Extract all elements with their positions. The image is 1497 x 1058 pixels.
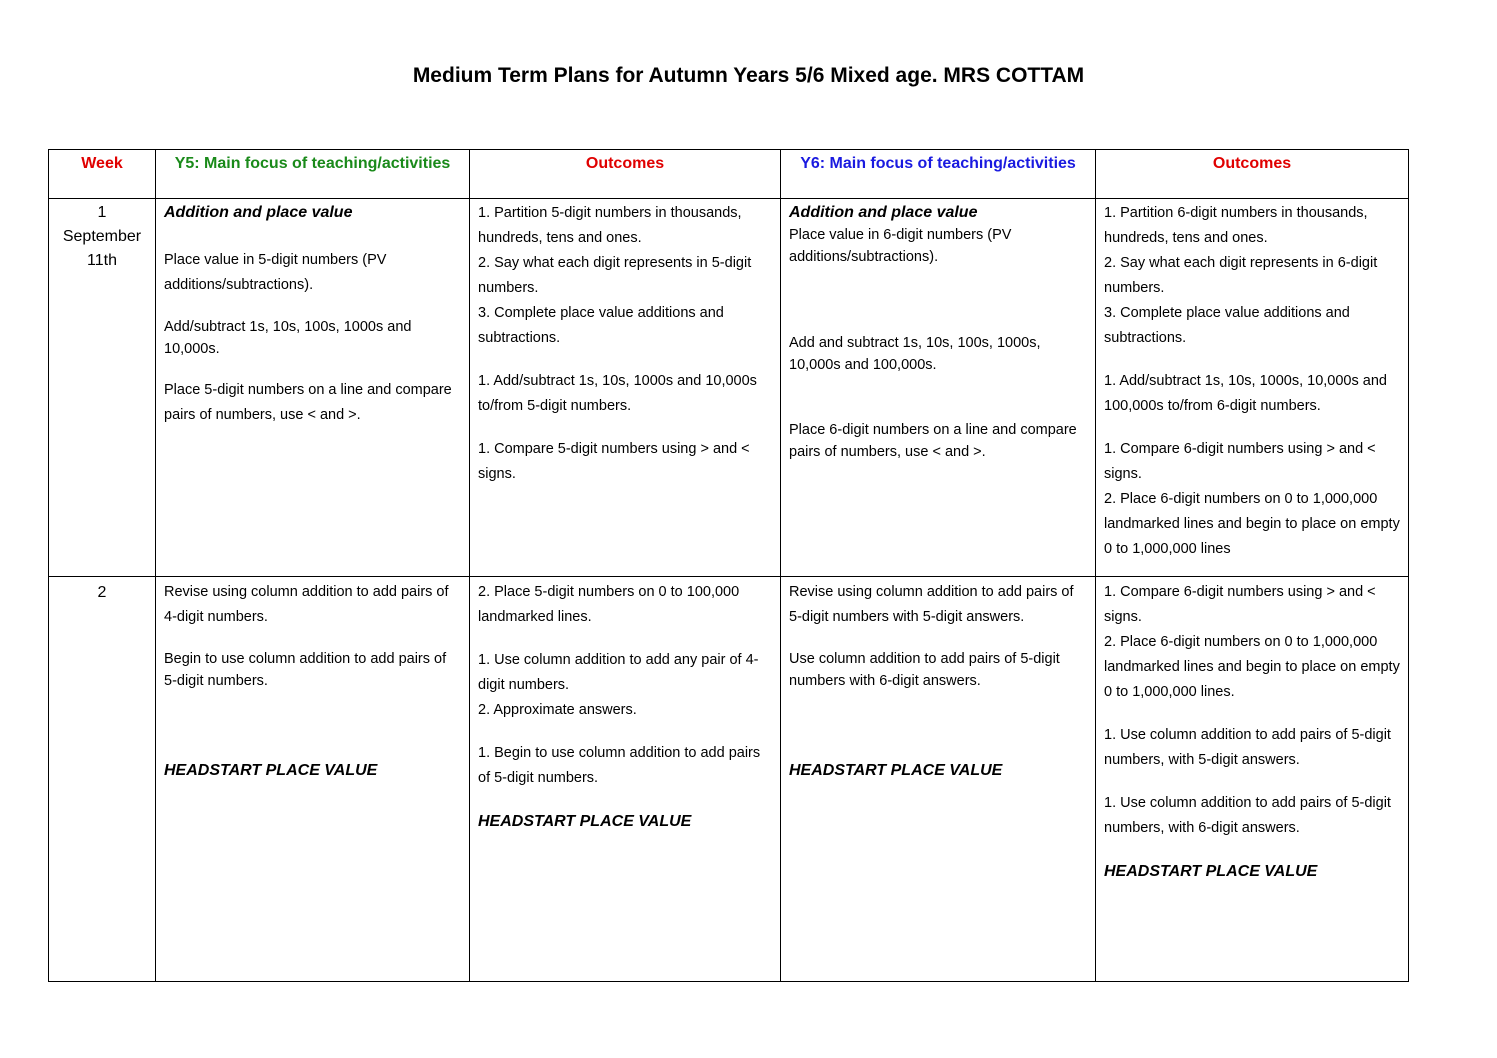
y5-outcome: 1. Use column addition to add any pair of 4-digit numbers. (478, 652, 759, 693)
y6-outcome: 3. Complete place value additions and subtractions. (1104, 305, 1350, 346)
y5-focus-text: Place 5-digit numbers on a line and compare pairs of numbers, use < and >. (164, 382, 452, 423)
y5-focus-cell (156, 577, 470, 982)
table-row (49, 199, 1409, 577)
y5-focus-text: Place value in 5-digit numbers (PV additions/subtractions). (164, 252, 387, 293)
y6-focus-text: Place 6-digit numbers on a line and compare pairs of numbers, use < and >. (789, 422, 1077, 460)
y5-focus-text: Add/subtract 1s, 10s, 100s, 1000s and 10,000s. (164, 319, 412, 357)
y5-outcome: 3. Complete place value additions and subtractions. (478, 305, 724, 346)
week-number: 1 (97, 204, 107, 221)
y5-focus-text: Revise using column addition to add pairs of 4-digit numbers. (164, 584, 449, 625)
header-week: Week (49, 150, 156, 199)
week-month: September (62, 228, 142, 245)
y5-outcome: 2. Place 5-digit numbers on 0 to 100,000 landmarked lines. (478, 584, 740, 625)
y6-outcome: 1. Use column addition to add pairs of 5-digit numbers, with 5-digit answers. (1104, 727, 1391, 768)
y6-outcome: 2. Place 6-digit numbers on 0 to 1,000,000 landmarked lines and begin to place on empty 0 to 1,000,000 lines (1104, 491, 1400, 557)
y5-focus-text: Begin to use column addition to add pairs of 5-digit numbers. (164, 651, 447, 689)
y6-outcome: 1. Add/subtract 1s, 10s, 1000s, 10,000s and 100,000s to/from 6-digit numbers. (1104, 373, 1387, 414)
y6-focus-text: Place value in 6-digit numbers (PV additions/subtractions). (789, 227, 1012, 265)
y5-outcome: 1. Add/subtract 1s, 10s, 1000s and 10,000s to/from 5-digit numbers. (478, 373, 757, 414)
y5-outcome: 1. Compare 5-digit numbers using > and < signs. (478, 441, 750, 482)
y6-outcomes-cell (1096, 577, 1409, 982)
headstart-label: HEADSTART PLACE VALUE (478, 813, 692, 830)
y6-outcome: 1. Partition 6-digit numbers in thousands, hundreds, tens and ones. (1104, 205, 1368, 246)
header-y5-outcomes: Outcomes (470, 150, 781, 199)
y6-subhead: Addition and place value (789, 204, 978, 221)
page-title: Medium Term Plans for Autumn Years 5/6 Mixed age. MRS COTTAM (412, 64, 1085, 87)
headstart-label: HEADSTART PLACE VALUE (1104, 863, 1318, 880)
y5-focus-cell (156, 199, 470, 577)
headstart-label: HEADSTART PLACE VALUE (164, 762, 378, 779)
plan-table (48, 149, 1409, 982)
y6-focus-text: Use column addition to add pairs of 5-digit numbers with 6-digit answers. (789, 651, 1060, 689)
week-number: 2 (97, 584, 107, 601)
y6-focus-cell (781, 577, 1096, 982)
week-cell (49, 199, 156, 577)
y6-outcome: 1. Use column addition to add pairs of 5-digit numbers, with 6-digit answers. (1104, 795, 1391, 836)
headstart-label: HEADSTART PLACE VALUE (789, 762, 1003, 779)
y6-outcomes-cell (1096, 199, 1409, 577)
y6-outcome: 1. Compare 6-digit numbers using > and < signs. (1104, 441, 1376, 482)
week-day: 11th (87, 252, 117, 269)
y6-outcome: 2. Place 6-digit numbers on 0 to 1,000,000 landmarked lines and begin to place on empty 0 to 1,000,000 lines. (1104, 634, 1400, 700)
header-y5-focus: Y5: Main focus of teaching/activities (156, 150, 470, 199)
y6-focus-cell (781, 199, 1096, 577)
y5-outcomes-cell (470, 577, 781, 982)
y6-focus-text: Revise using column addition to add pairs of 5-digit numbers with 5-digit answers. (789, 584, 1074, 625)
header-y6-focus: Y6: Main focus of teaching/activities (781, 150, 1096, 199)
y5-outcome: 2. Approximate answers. (478, 702, 637, 718)
y6-outcome: 1. Compare 6-digit numbers using > and < signs. (1104, 584, 1376, 625)
header-y6-outcomes: Outcomes (1096, 150, 1409, 199)
y6-outcome: 2. Say what each digit represents in 6-digit numbers. (1104, 255, 1378, 296)
header-row (49, 150, 1409, 199)
y5-subhead: Addition and place value (164, 204, 353, 221)
week-cell (49, 577, 156, 982)
y5-outcome: 1. Begin to use column addition to add pairs of 5-digit numbers. (478, 745, 761, 786)
y5-outcome: 1. Partition 5-digit numbers in thousands, hundreds, tens and ones. (478, 205, 742, 246)
table-row (49, 577, 1409, 982)
y5-outcome: 2. Say what each digit represents in 5-digit numbers. (478, 255, 752, 296)
y6-focus-text: Add and subtract 1s, 10s, 100s, 1000s, 10,000s and 100,000s. (789, 335, 1041, 373)
y5-outcomes-cell (470, 199, 781, 577)
